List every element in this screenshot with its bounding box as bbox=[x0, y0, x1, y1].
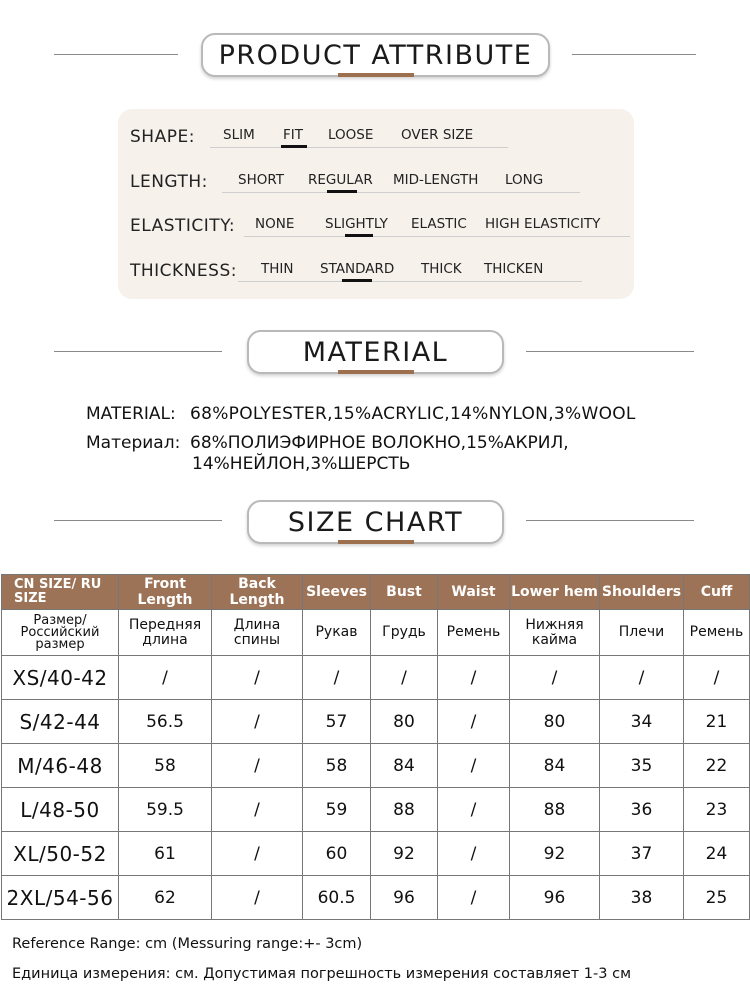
header-cell-ru: Рукав bbox=[303, 610, 371, 656]
material-ru-label: Материал: bbox=[86, 433, 181, 453]
attribute-option: REGULAR bbox=[308, 172, 373, 188]
header-cell: Shoulders bbox=[600, 575, 684, 610]
size-cell: S/42-44 bbox=[2, 700, 119, 744]
size-chart-header-ru bbox=[2, 610, 750, 656]
attribute-option: THICK bbox=[421, 261, 462, 277]
attribute-underline bbox=[222, 192, 580, 193]
value-cell: / bbox=[510, 656, 600, 700]
value-cell: 58 bbox=[303, 744, 371, 788]
size-cell: 2XL/54-56 bbox=[2, 876, 119, 920]
header-cell: Waist bbox=[438, 575, 510, 610]
value-cell: 92 bbox=[510, 832, 600, 876]
value-cell: 35 bbox=[600, 744, 684, 788]
size-chart-section-title bbox=[247, 500, 504, 544]
header-cell-ru: Передняя длина bbox=[119, 610, 212, 656]
value-cell: 59 bbox=[303, 788, 371, 832]
title-accent-bar bbox=[338, 540, 414, 544]
size-cell: L/48-50 bbox=[2, 788, 119, 832]
value-cell: 62 bbox=[119, 876, 212, 920]
attribute-option: NONE bbox=[255, 216, 295, 232]
value-cell: / bbox=[438, 788, 510, 832]
attribute-option: HIGH ELASTICITY bbox=[485, 216, 601, 232]
header-cell: Lower hem bbox=[510, 575, 600, 610]
attribute-label: THICKNESS: bbox=[130, 261, 237, 281]
title-accent-bar bbox=[338, 370, 414, 374]
attribute-option: THIN bbox=[261, 261, 294, 277]
divider-right bbox=[526, 520, 694, 521]
value-cell: / bbox=[212, 832, 303, 876]
value-cell: 60.5 bbox=[303, 876, 371, 920]
value-cell: 60 bbox=[303, 832, 371, 876]
value-cell: 92 bbox=[371, 832, 438, 876]
attribute-underline bbox=[238, 281, 582, 282]
divider-left bbox=[54, 54, 178, 55]
attribute-row-shape bbox=[130, 121, 630, 151]
value-cell: 88 bbox=[510, 788, 600, 832]
value-cell: 84 bbox=[371, 744, 438, 788]
material-en-label: MATERIAL: bbox=[86, 404, 176, 424]
table-row bbox=[2, 656, 750, 700]
size-cell: XS/40-42 bbox=[2, 656, 119, 700]
value-cell: 80 bbox=[371, 700, 438, 744]
header-cell-ru: Ремень bbox=[684, 610, 750, 656]
size-chart-title-text: SIZE CHART bbox=[287, 506, 464, 538]
attribute-option: LONG bbox=[505, 172, 544, 188]
attribute-panel bbox=[118, 109, 634, 299]
value-cell: 84 bbox=[510, 744, 600, 788]
reference-range-note: Reference Range: cm (Messuring range:+- 3cm) bbox=[12, 936, 363, 952]
attribute-option: SHORT bbox=[238, 172, 284, 188]
value-cell: / bbox=[600, 656, 684, 700]
value-cell: 37 bbox=[600, 832, 684, 876]
value-cell: 57 bbox=[303, 700, 371, 744]
selected-marker bbox=[281, 145, 307, 148]
table-row bbox=[2, 700, 750, 744]
value-cell: 38 bbox=[600, 876, 684, 920]
attribute-label: LENGTH: bbox=[130, 172, 208, 192]
table-row bbox=[2, 744, 750, 788]
attribute-option: SLIGHTLY bbox=[325, 216, 388, 232]
value-cell: 96 bbox=[371, 876, 438, 920]
value-cell: / bbox=[438, 832, 510, 876]
value-cell: 61 bbox=[119, 832, 212, 876]
header-cell: Front Length bbox=[119, 575, 212, 610]
value-cell: 80 bbox=[510, 700, 600, 744]
attribute-title-text: PRODUCT ATTRIBUTE bbox=[218, 39, 533, 71]
attribute-option: ELASTIC bbox=[411, 216, 467, 232]
table-row bbox=[2, 832, 750, 876]
value-cell: 96 bbox=[510, 876, 600, 920]
attribute-option: MID-LENGTH bbox=[393, 172, 479, 188]
divider-left bbox=[54, 351, 222, 352]
value-cell: / bbox=[119, 656, 212, 700]
divider-left bbox=[54, 520, 222, 521]
attribute-row-elasticity bbox=[130, 210, 635, 240]
value-cell: / bbox=[212, 700, 303, 744]
value-cell: / bbox=[212, 876, 303, 920]
material-ru-value-line2: 14%НЕЙЛОН,3%ШЕРСТЬ bbox=[192, 454, 411, 474]
value-cell: / bbox=[684, 656, 750, 700]
size-chart-table bbox=[1, 574, 750, 920]
header-cell: Cuff bbox=[684, 575, 750, 610]
attribute-underline bbox=[244, 236, 630, 237]
header-cell-ru: Плечи bbox=[600, 610, 684, 656]
material-ru-value-line1: 68%ПОЛИЭФИРНОЕ ВОЛОКНО,15%АКРИЛ, bbox=[190, 433, 569, 453]
attribute-underline bbox=[210, 147, 508, 148]
attribute-option: LOOSE bbox=[328, 127, 374, 143]
header-cell-ru: Грудь bbox=[371, 610, 438, 656]
title-accent-bar bbox=[338, 73, 414, 77]
material-section-title bbox=[247, 330, 504, 374]
attribute-label: SHAPE: bbox=[130, 127, 195, 147]
value-cell: 58 bbox=[119, 744, 212, 788]
attribute-label: ELASTICITY: bbox=[130, 216, 236, 236]
value-cell: / bbox=[212, 788, 303, 832]
value-cell: 36 bbox=[600, 788, 684, 832]
attribute-option: FIT bbox=[283, 127, 303, 143]
value-cell: / bbox=[212, 656, 303, 700]
attribute-option: STANDARD bbox=[320, 261, 395, 277]
header-cell: CN SIZE/ RU SIZE bbox=[2, 575, 119, 610]
selected-marker bbox=[342, 279, 372, 282]
value-cell: 88 bbox=[371, 788, 438, 832]
divider-right bbox=[526, 351, 694, 352]
header-cell-ru: Длина спины bbox=[212, 610, 303, 656]
header-cell: Bust bbox=[371, 575, 438, 610]
header-cell-ru: Ремень bbox=[438, 610, 510, 656]
value-cell: / bbox=[212, 744, 303, 788]
value-cell: 22 bbox=[684, 744, 750, 788]
value-cell: / bbox=[438, 656, 510, 700]
header-cell: Back Length bbox=[212, 575, 303, 610]
value-cell: / bbox=[438, 876, 510, 920]
attribute-option: OVER SIZE bbox=[401, 127, 474, 143]
selected-marker bbox=[327, 190, 357, 193]
divider-right bbox=[572, 54, 696, 55]
value-cell: / bbox=[438, 700, 510, 744]
header-cell-ru: Размер/ Российский размер bbox=[2, 610, 119, 656]
attribute-row-thickness bbox=[130, 255, 630, 285]
attribute-option: SLIM bbox=[223, 127, 255, 143]
value-cell: / bbox=[371, 656, 438, 700]
attribute-row-length bbox=[130, 166, 630, 196]
value-cell: 24 bbox=[684, 832, 750, 876]
value-cell: 34 bbox=[600, 700, 684, 744]
material-title-text: MATERIAL bbox=[302, 336, 449, 368]
value-cell: 21 bbox=[684, 700, 750, 744]
table-row bbox=[2, 788, 750, 832]
value-cell: / bbox=[303, 656, 371, 700]
size-cell: M/46-48 bbox=[2, 744, 119, 788]
attribute-section-title bbox=[201, 33, 550, 77]
value-cell: 56.5 bbox=[119, 700, 212, 744]
value-cell: 59.5 bbox=[119, 788, 212, 832]
size-chart-header-en bbox=[2, 575, 750, 610]
header-cell-ru: Нижняя кайма bbox=[510, 610, 600, 656]
value-cell: 23 bbox=[684, 788, 750, 832]
value-cell: / bbox=[438, 744, 510, 788]
attribute-option: THICKEN bbox=[484, 261, 544, 277]
header-cell: Sleeves bbox=[303, 575, 371, 610]
selected-marker bbox=[345, 234, 373, 237]
value-cell: 25 bbox=[684, 876, 750, 920]
table-row bbox=[2, 876, 750, 920]
material-en-value: 68%POLYESTER,15%ACRYLIC,14%NYLON,3%WOOL bbox=[190, 404, 636, 424]
size-cell: XL/50-52 bbox=[2, 832, 119, 876]
reference-range-note-ru: Единица измерения: см. Допустимая погрешность измерения составляет 1-3 см bbox=[12, 966, 632, 982]
